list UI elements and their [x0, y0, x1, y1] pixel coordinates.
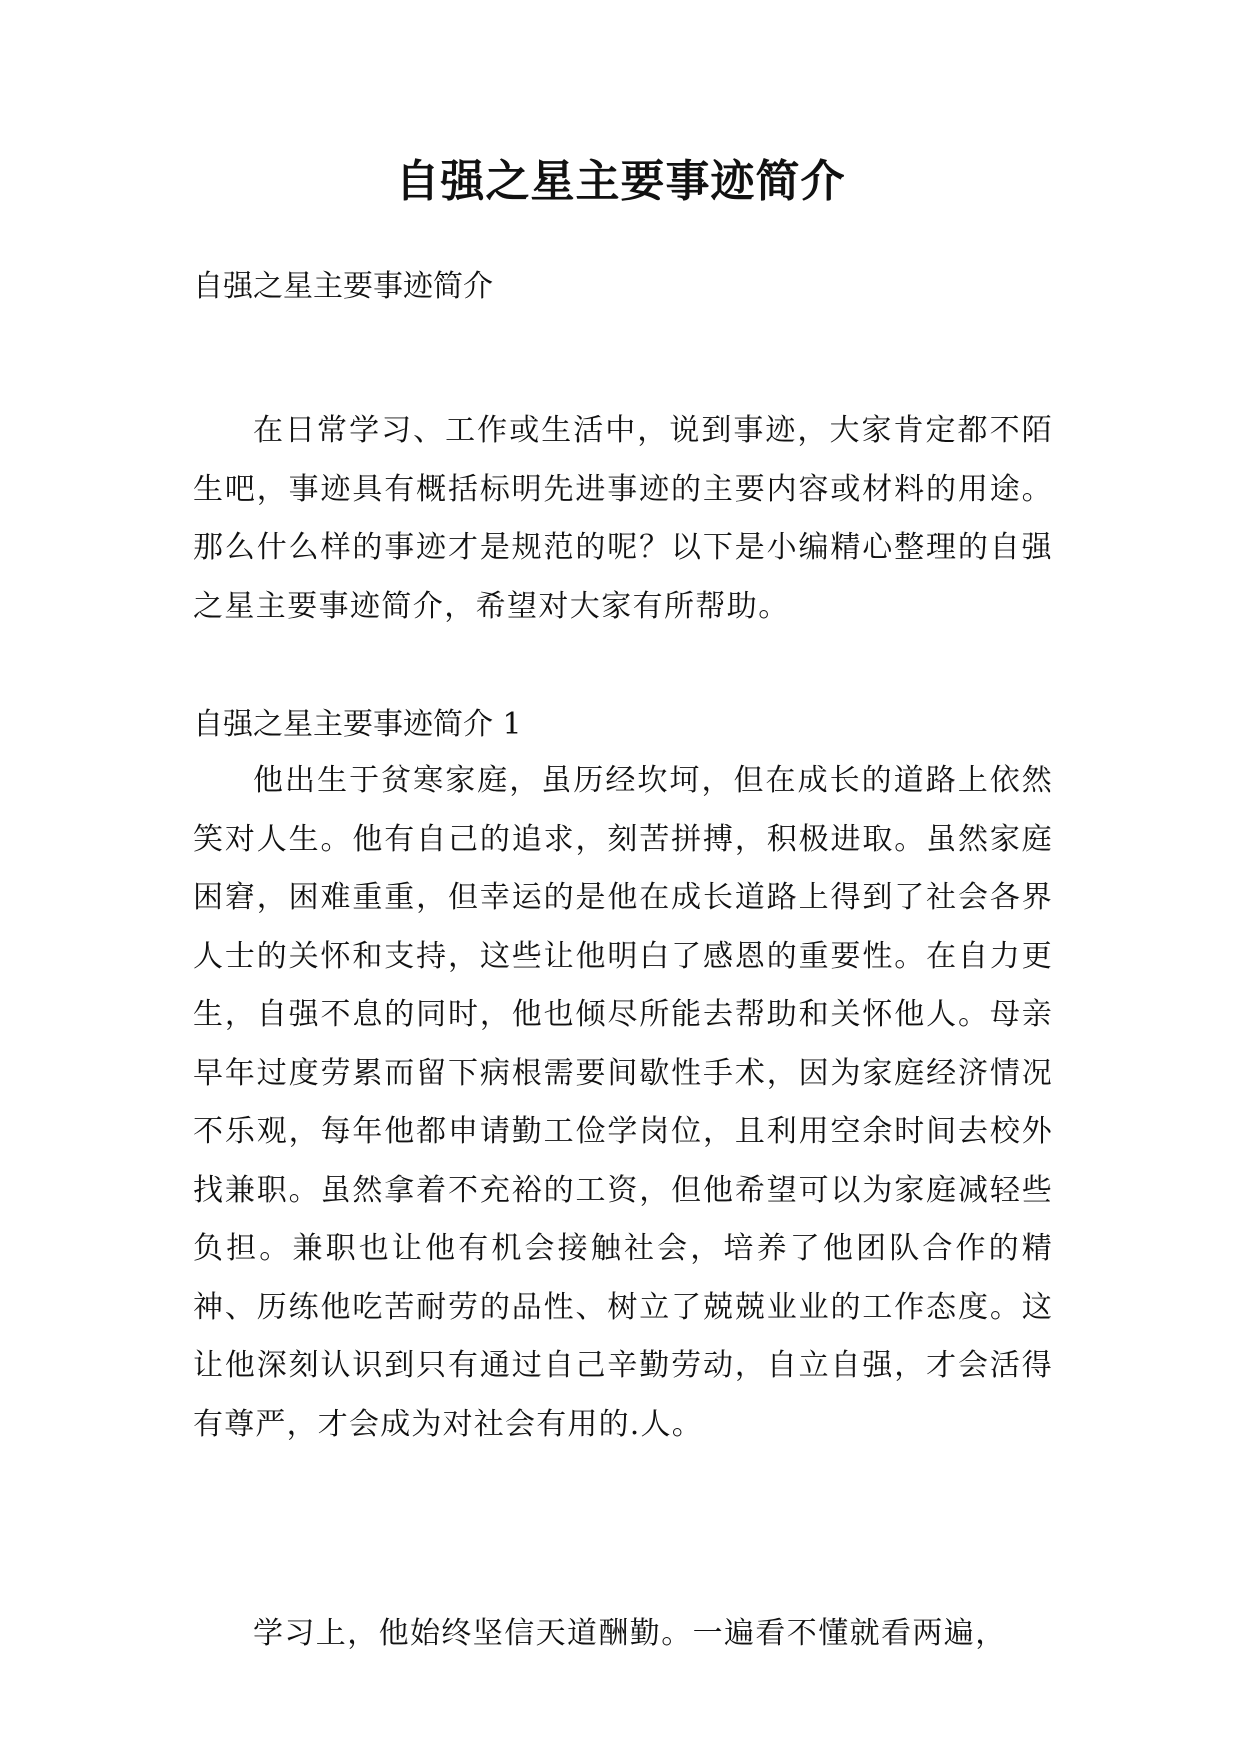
body-paragraph: 他出生于贫寒家庭，虽历经坎坷，但在成长的道路上依然笑对人生。他有自己的追求，刻苦拼搏，积极进取。虽然家庭困窘，困难重重，但幸运的是他在成长道路上得到了社会各界人士的关怀和支持，这些让他明白了感恩的重要性。在自力更生，自强不息的同时，他也倾尽所能去帮助和关怀他人。母亲早年过度劳累而留下病根需要间歇性手术，因为家庭经济情况不乐观，每年他都申请勤工俭学岗位，且利用空余时间去校外找兼职。虽然拿着不充裕的工资，但他希望可以为家庭减轻些负担。兼职也让他有机会接触社会，培养了他团队合作的精神、历练他吃苦耐劳的品性、树立了兢兢业业的工作态度。这让他深刻认识到只有通过自己辛勤劳动，自立自强，才会活得有尊严，才会成为对社会有用的.人。: [193, 763, 1053, 1442]
document-subtitle: 自强之星主要事迹简介: [193, 269, 493, 304]
document-title: 自强之星主要事迹简介: [395, 156, 846, 207]
section-heading: 自强之星主要事迹简介 1: [193, 707, 522, 742]
body-paragraph: 学习上，他始终坚信天道酬勤。一遍看不懂就看两遍，: [253, 1616, 1007, 1651]
intro-paragraph: 在日常学习、工作或生活中，说到事迹，大家肯定都不陌生吧，事迹具有概括标明先进事迹的主要内容或材料的用途。那么什么样的事迹才是规范的呢？以下是小编精心整理的自强之星主要事迹简介，希望对大家有所帮助。: [193, 413, 1053, 624]
